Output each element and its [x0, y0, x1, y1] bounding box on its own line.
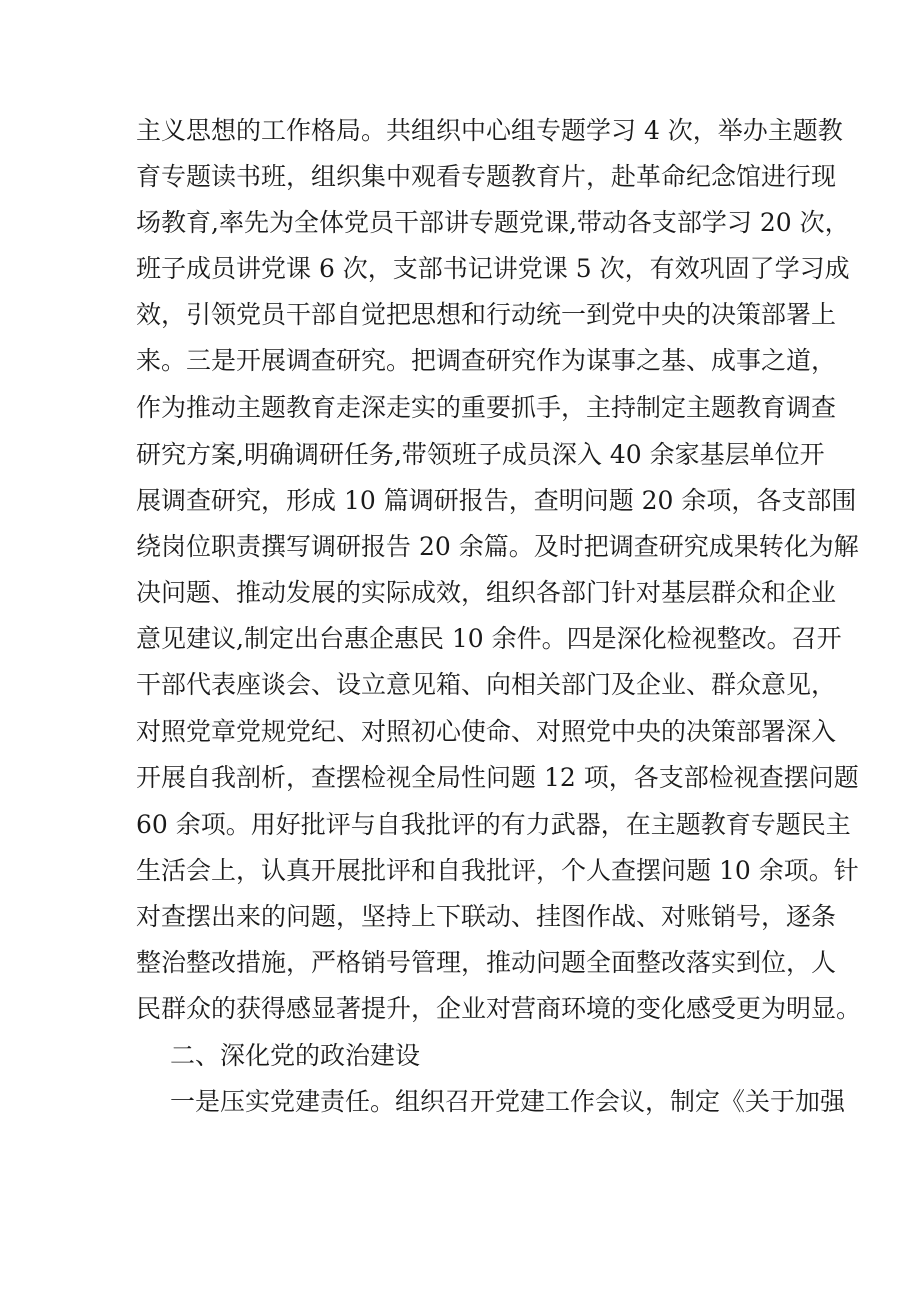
- section-heading: 二、深化党的政治建设: [170, 1041, 421, 1070]
- body-line-13: 干部代表座谈会、设立意见箱、向相关部门及企业、群众意见，: [136, 670, 837, 699]
- body-line-17: 生活会上，认真开展批评和自我批评，个人查摆问题 10 余项。针: [136, 856, 859, 885]
- body-line-18: 对查摆出来的问题，坚持上下联动、挂图作战、对账销号，逐条: [136, 902, 837, 931]
- body-line-16: 60 余项。用好批评与自我批评的有力武器，在主题教育专题民主: [136, 810, 851, 839]
- body-line-15: 开展自我剖析，查摆检视全局性问题 12 项，各支部检视查摆问题: [136, 763, 859, 792]
- body-line-14: 对照党章党规党纪、对照初心使命、对照党中央的决策部署深入: [136, 717, 837, 746]
- body-line-11: 决问题、推动发展的实际成效，组织各部门针对基层群众和企业: [136, 578, 837, 607]
- body-line-7: 作为推动主题教育走深走实的重要抓手，主持制定主题教育调查: [136, 393, 837, 422]
- body-line-4: 班子成员讲党课 6 次，支部书记讲党课 5 次，有效巩固了学习成: [136, 254, 850, 283]
- body-line-20: 民群众的获得感显著提升，企业对营商环境的变化感受更为明显。: [136, 994, 862, 1023]
- body-line-10: 绕岗位职责撰写调研报告 20 余篇。及时把调查研究成果转化为解: [136, 532, 859, 561]
- body-line-6: 来。三是开展调查研究。把调查研究作为谋事之基、成事之道，: [136, 346, 837, 375]
- body-line-3: 场教育,率先为全体党员干部讲专题党课,带动各支部学习 20 次，: [136, 208, 850, 237]
- body-line-2: 育专题读书班，组织集中观看专题教育片，赴革命纪念馆进行现: [136, 162, 837, 191]
- body-line-5: 效，引领党员干部自觉把思想和行动统一到党中央的决策部署上: [136, 300, 837, 329]
- body-line-19: 整治整改措施，严格销号管理，推动问题全面整改落实到位，人: [136, 948, 837, 977]
- body-line-9: 展调查研究，形成 10 篇调研报告，查明问题 20 余项，各支部围: [136, 486, 857, 515]
- paragraph-first-line: 一是压实党建责任。组织召开党建工作会议，制定《关于加强: [170, 1087, 846, 1116]
- body-line-12: 意见建议,制定出台惠企惠民 10 余件。四是深化检视整改。召开: [136, 624, 842, 653]
- body-line-8: 研究方案,明确调研任务,带领班子成员深入 40 余家基层单位开: [136, 440, 825, 469]
- body-line-1: 主义思想的工作格局。共组织中心组专题学习 4 次，举办主题教: [136, 116, 843, 145]
